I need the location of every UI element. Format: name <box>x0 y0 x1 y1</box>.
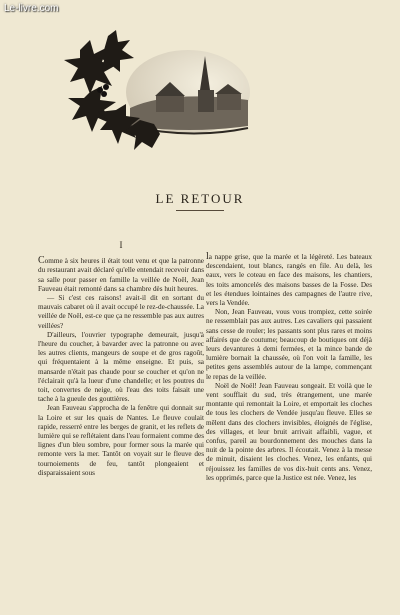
right-text-column <box>206 252 372 614</box>
paragraph: la nappe grise, que la marée et la légèreté. Les bateaux descendaient, tout blancs, rangés en file. Au delà, les eaux, vers le coteau en face des maisons, les chantiers, les toits amoncelés des maisons basses de la Fosse. Des et les étendues lointaines des campagnes de l'autre rive, vers la Vendée. <box>206 252 372 308</box>
paragraph: — Si c'est ces raisons! avait-il dit en sortant du mauvais cabaret où il avait occupé le rez-de-chaussée. La veillée de Noël, est-ce que ça ne ressemble pas aux autres veillées? <box>38 294 204 330</box>
paragraph: Jean Fauveau s'approcha de la fenêtre qui donnait sur la Loire et sur les quais de Nantes. Le fleuve coulait rapide, resserré entre les berges de granit, et les reflets de lumière qui se reflétaient dans l'eau formaient comme des lignes d'un bleu sombre, pour former sous la marée qui remonte vers la mer. Tantôt on voyait sur le fleuve des tournoiements de feu, tantôt plongeaient et disparaissaient sous <box>38 404 204 477</box>
chapter-title: LE RETOUR <box>155 191 245 206</box>
title-rule <box>176 210 224 211</box>
paragraph: Comme à six heures il était tout venu et que la patronne du restaurant avait déclaré qu'elle entendait recevoir dans sa salle pour passer en famille la veillée de Noël, Jean Fauveau était remonté dans sa chambre dès huit heures. <box>38 255 204 293</box>
left-text-column <box>38 233 204 613</box>
site-watermark: Le-livre.com <box>4 3 59 14</box>
section-number: I <box>119 240 123 250</box>
winter-village-illustration <box>60 30 250 155</box>
paragraph: D'ailleurs, l'ouvrier typographe demeurait, jusqu'à l'heure du coucher, à bavarder avec la patronne ou avec les autres clients, mangeurs de soupe et de gros ragoût, qui fréquentaient à la même enseigne. Et puis, sa mansarde n'était pas chaude pour se coucher et qu'on ne l'éclairait qu'à la lueur d'une chandelle; et les poutres du toit, convertes de neige, où l'eau des toits faisait une tache à la gueule des gouttières. <box>38 330 204 404</box>
paragraph: Non, Jean Fauveau, vous vous trompiez, cette soirée ne ressemblait pas aux autres. Les cavaliers qui passaient sans cesse de rouler; les passants sont plus rares et moins affairés que de coutume; beaucoup de boutiques ont déjà leurs devantures à demi fermées, et la mince bande de lumière bornait la chaussée, où l'on voit la famille, les petites gens assemblés autour de la lampe, commençant le repas de la veillée. <box>206 308 372 381</box>
paragraph: Noël de Noël! Jean Fauveau songeait. Et voilà que le vent soufflait du sud, très étrangement, une marée montante qui remontait la Loire, et emportait les cloches de tous les clochers de Vendée jusqu'au fleuve. Elles se mêlent dans des clochers invisibles, éloignés de l'église, des villages, et leur bruit arrivait affaibli, vague, et confus, pareil au bourdonnement des mouches dans la nuit de la pointe des arbres. Il écoutait. Venez à la messe de minuit, disaient les cloches. Venez, les enfants, qui réjouissez les familles de vos dix-huit cents ans. Venez, les opprimés, parce que la Justice est née. Venez, les <box>206 381 372 482</box>
